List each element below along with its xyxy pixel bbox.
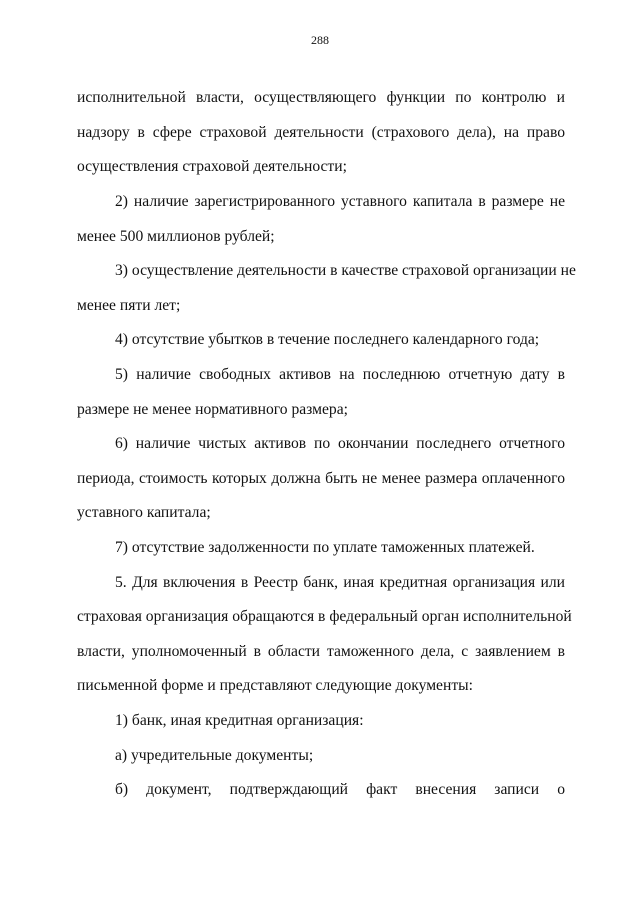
text-line: 4) отсутствие убытков в течение последнего календарного года; <box>115 331 540 348</box>
text-line: б) документ, подтверждающий факт внесения записи о <box>115 781 565 798</box>
text-line: 5. Для включения в Реестр банк, иная кредитная организация или <box>115 574 565 591</box>
text-line: 1) банк, иная кредитная организация: <box>115 712 364 729</box>
text-line: а) учредительные документы; <box>115 747 314 764</box>
text-line: 3) осуществление деятельности в качестве страховой организации не <box>115 262 576 279</box>
text-line: менее 500 миллионов рублей; <box>77 228 275 245</box>
text-line: 7) отсутствие задолженности по уплате таможенных платежей. <box>115 539 535 556</box>
page-number: 288 <box>311 33 329 47</box>
text-line: менее пяти лет; <box>77 297 181 314</box>
text-line: периода, стоимость которых должна быть не менее размера оплаченного <box>77 470 565 487</box>
text-line: размере не менее нормативного размера; <box>77 401 348 418</box>
text-line: 6) наличие чистых активов по окончании последнего отчетного <box>115 435 565 452</box>
text-line: исполнительной власти, осуществляющего функции по контролю и <box>77 89 565 106</box>
text-line: письменной форме и представляют следующие документы: <box>77 677 473 694</box>
text-line: 5) наличие свободных активов на последнюю отчетную дату в <box>115 366 565 383</box>
text-line: уставного капитала; <box>77 504 211 521</box>
text-line: власти, уполномоченный в области таможенного дела, с заявлением в <box>77 643 565 660</box>
text-line: надзору в сфере страховой деятельности (страхового дела), на право <box>77 124 565 141</box>
text-line: 2) наличие зарегистрированного уставного капитала в размере не <box>115 193 565 210</box>
text-line: осуществления страховой деятельности; <box>77 158 347 175</box>
text-line: страховая организация обращаются в федеральный орган исполнительной <box>77 608 572 625</box>
